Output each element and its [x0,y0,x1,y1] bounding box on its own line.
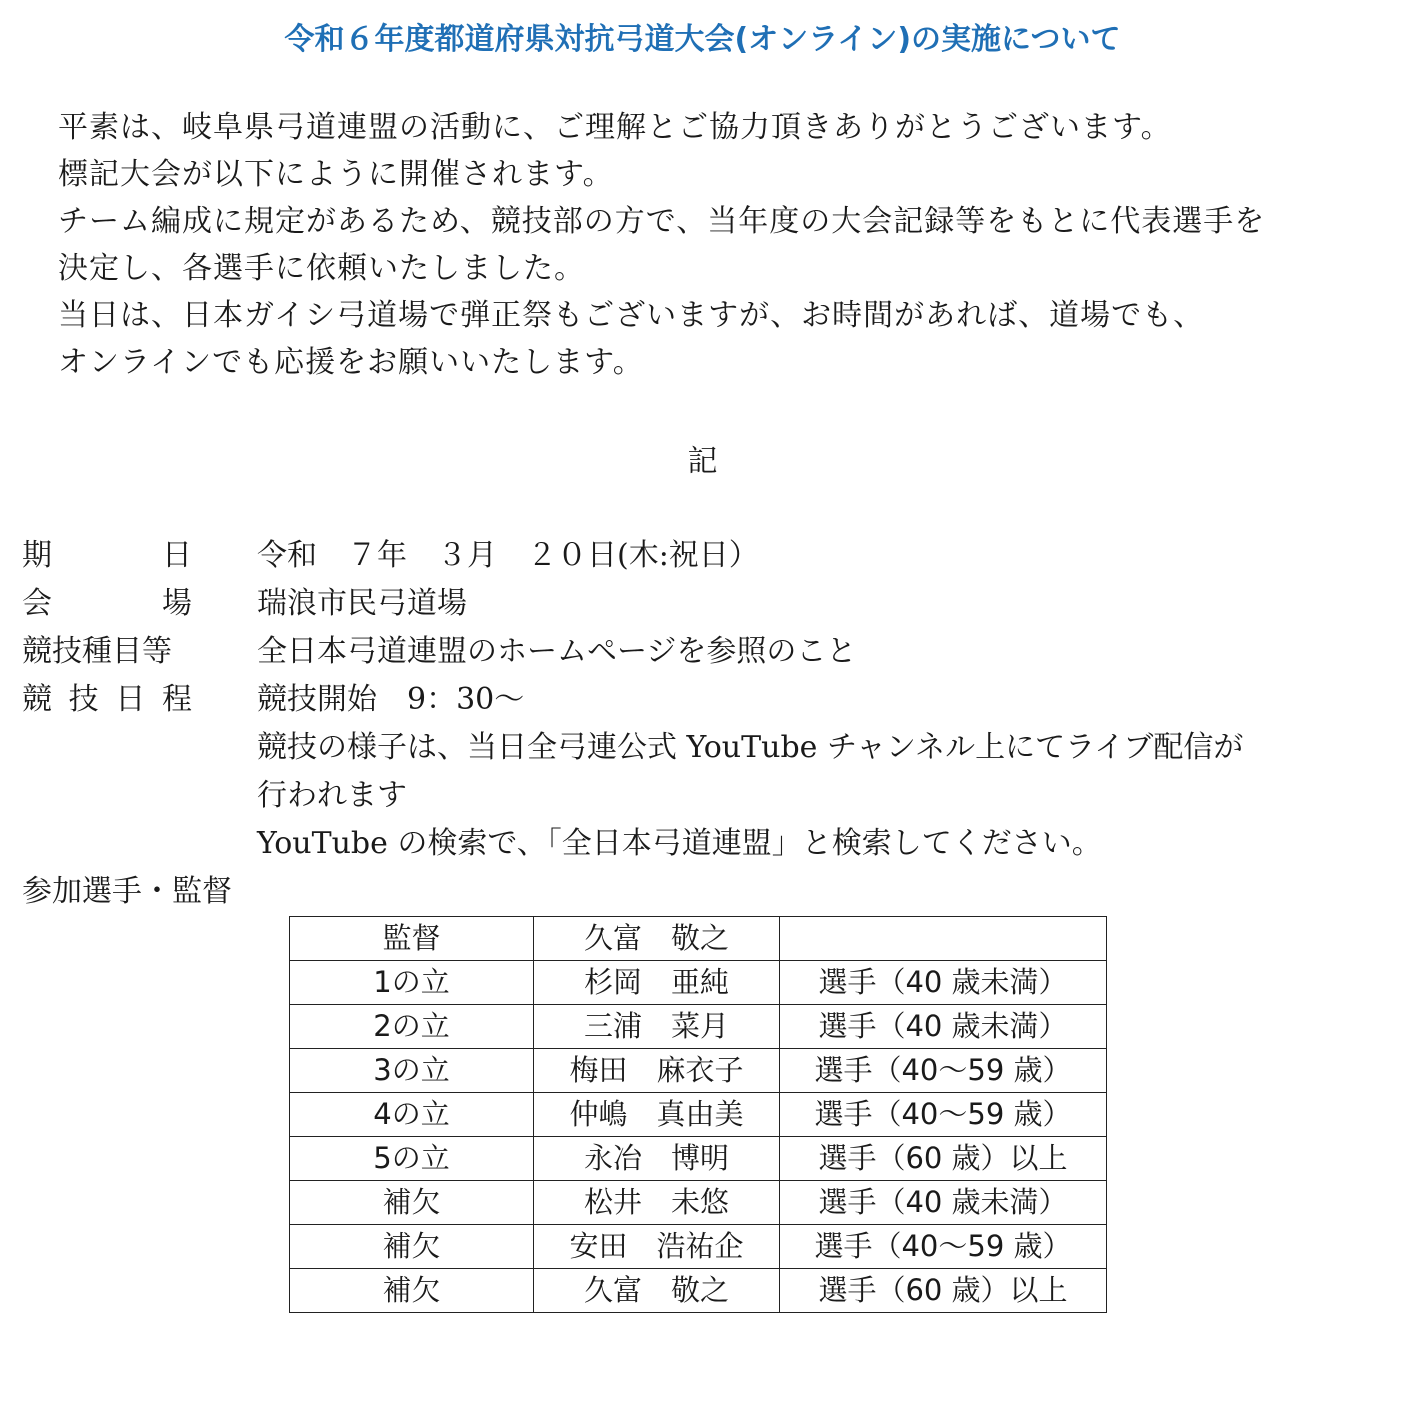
category-cell: 選手（40～59 歳） [780,1093,1107,1137]
venue-label-char: 会 [22,586,52,621]
name-cell: 久富 敬之 [534,917,780,961]
participants-label: 参加選手・監督 [22,874,232,909]
category-cell [780,917,1107,961]
name-cell: 梅田 麻衣子 [534,1049,780,1093]
category-cell: 選手（40～59 歳） [780,1049,1107,1093]
name-cell: 安田 浩祐企 [534,1225,780,1269]
date-value: 令和 ７年 ３月 ２０日(木:祝日） [257,538,759,573]
schedule-label [22,676,192,724]
table-row [290,917,1107,961]
roster-table [289,916,1107,1313]
events-label [22,628,192,676]
table-row [290,1225,1107,1269]
table-row [290,1005,1107,1049]
role-cell: 1の立 [290,961,534,1005]
schedule-label-char: 競 [22,682,52,717]
schedule-label-char: 程 [161,682,192,717]
role-cell: 4の立 [290,1093,534,1137]
category-cell: 選手（60 歳）以上 [780,1269,1107,1313]
table-row [290,1269,1107,1313]
schedule-label-char: 技 [68,682,99,717]
name-cell: 久富 敬之 [534,1269,780,1313]
table-row [290,1049,1107,1093]
date-row [22,532,1392,580]
intro-line: オンラインでも応援をお願いいたします。 [58,345,644,380]
events-row [22,628,1392,676]
stream-note-line: 競技の様子は、当日全弓連公式 YouTube チャンネル上にてライブ配信が [257,730,1244,765]
table-row [290,961,1107,1005]
role-cell: 監督 [290,917,534,961]
schedule-value: 競技開始 9：30～ [257,682,525,717]
role-cell: 3の立 [290,1049,534,1093]
date-label-char: 日 [162,538,192,573]
schedule-label-char: 日 [115,682,146,717]
table-row [290,1093,1107,1137]
search-note-line: YouTube の検索で、「全日本弓道連盟」と検索してください。 [257,826,1102,861]
category-cell: 選手（40～59 歳） [780,1225,1107,1269]
intro-line: 標記大会が以下にように開催されます。 [58,157,614,192]
role-cell: 補欠 [290,1269,534,1313]
events-label-text: 競技種目等 [22,634,172,669]
role-cell: 5の立 [290,1137,534,1181]
category-cell: 選手（60 歳）以上 [780,1137,1107,1181]
page-title: 令和６年度都道府県対抗弓道大会(オンライン)の実施について [284,22,1121,57]
ki-heading: 記 [687,444,718,479]
intro-line: 平素は、岐阜県弓道連盟の活動に、ご理解とご協力頂きありがとうございます。 [58,110,1172,145]
intro-line: 決定し、各選手に依頼いたしました。 [58,251,585,286]
intro-line: チーム編成に規定があるため、競技部の方で、当年度の大会記録等をもとに代表選手を [58,204,1266,239]
name-cell: 永冶 博明 [534,1137,780,1181]
name-cell: 三浦 菜月 [534,1005,780,1049]
venue-row [22,580,1392,628]
role-cell: 補欠 [290,1225,534,1269]
date-label-char: 期 [22,538,52,573]
role-cell: 2の立 [290,1005,534,1049]
event-details [22,532,1392,868]
date-label [22,532,192,580]
name-cell: 杉岡 亜純 [534,961,780,1005]
category-cell: 選手（40 歳未満） [780,1181,1107,1225]
events-value: 全日本弓道連盟のホームページを参照のこと [257,634,857,669]
table-row [290,1181,1107,1225]
venue-label-char: 場 [162,586,192,621]
category-cell: 選手（40 歳未満） [780,1005,1107,1049]
category-cell: 選手（40 歳未満） [780,961,1107,1005]
name-cell: 仲嶋 真由美 [534,1093,780,1137]
role-cell: 補欠 [290,1181,534,1225]
table-row [290,1137,1107,1181]
venue-label [22,580,192,628]
intro-line: 当日は、日本ガイシ弓道場で弾正祭もございますが、お時間があれば、道場でも、 [58,298,1205,333]
intro-paragraph [58,104,1388,386]
schedule-row [22,676,1392,724]
name-cell: 松井 未悠 [534,1181,780,1225]
stream-note-line: 行われます [257,778,407,813]
venue-value: 瑞浪市民弓道場 [257,586,467,621]
